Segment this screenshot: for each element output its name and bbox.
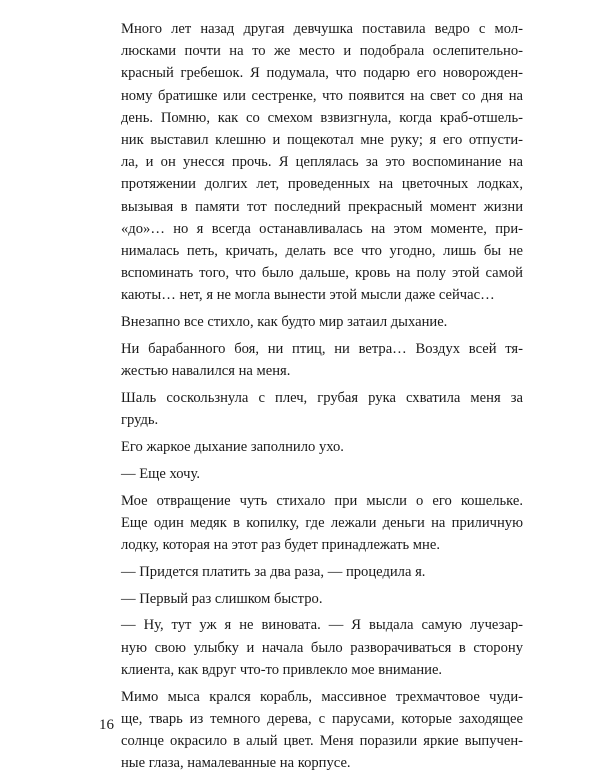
text-line: — Ну, тут уж я не виновата. — Я выдала самую лучезар- <box>121 617 523 634</box>
text-line: клиента, как вдруг что-то привлекло мое внимание. <box>121 661 443 678</box>
paragraph <box>99 18 523 307</box>
text-line: ник выставил клешню и пощекотал мне руку; я его отпусти- <box>121 132 523 149</box>
text-line: Ни барабанного боя, ни птиц, ни ветра… Воздух всей тя- <box>121 341 523 358</box>
text-line: Шаль соскользнула с плеч, грубая рука схватила меня за <box>121 390 523 407</box>
paragraph <box>99 436 523 458</box>
text-line: каюты… нет, я не могла вынести этой мысли даже сейчас… <box>121 287 495 304</box>
paragraph <box>99 490 523 557</box>
text-line: — Первый раз слишком быстро. <box>121 590 323 607</box>
text-line: ному братишке или сестренке, что появится на свет со дня на <box>121 87 523 104</box>
paragraph <box>99 588 523 610</box>
text-line: протяжении долгих лет, проведенных на цветочных лодках, <box>121 176 523 193</box>
text-line: ные глаза, намалеванные на корпусе. <box>121 755 351 772</box>
text-line: Внезапно все стихло, как будто мир затаил дыхание. <box>121 314 448 331</box>
paragraph <box>99 338 523 382</box>
text-line: день. Помню, как со смехом взвизгнула, когда краб-отшель- <box>121 109 523 126</box>
text-line: солнце окрасило в алый цвет. Меня поразили яркие выпучен- <box>121 733 523 750</box>
text-line: ла, и он унесся прочь. Я цеплялась за это воспоминание на <box>121 154 523 171</box>
text-line: Еще один медяк в копилку, где лежали деньги на приличную <box>121 514 523 531</box>
paragraph <box>99 463 523 485</box>
text-line: красный гребешок. Я подумала, что подарю его новорожден- <box>121 65 523 82</box>
text-line: ще, тварь из темного дерева, с парусами, которые заходящее <box>121 710 523 727</box>
text-line: «до»… но я всегда останавливалась на этом моменте, при- <box>121 220 523 237</box>
text-line: вспоминать того, что было дальше, кровь на полу этой самой <box>121 265 523 282</box>
text-line: Его жаркое дыхание заполнило ухо. <box>121 439 344 456</box>
paragraph <box>99 614 523 681</box>
text-line: — Придется платить за два раза, — процедила я. <box>121 563 426 580</box>
paragraph <box>99 561 523 583</box>
page-number: 16 <box>99 717 114 733</box>
body-text <box>99 18 523 779</box>
text-line: вызывая в памяти тот последний прекрасный момент жизни <box>121 198 523 215</box>
text-line: люсками почти на то же место и подобрала ослепительно- <box>121 43 523 60</box>
text-line: Мое отвращение чуть стихало при мысли о его кошельке. <box>121 492 523 509</box>
text-line: Много лет назад другая девчушка поставила ведро с мол- <box>121 21 523 37</box>
paragraph <box>99 311 523 333</box>
text-line: Мимо мыса крался корабль, массивное трехмачтовое чуди- <box>121 688 523 705</box>
text-line: — Еще хочу. <box>121 465 201 482</box>
text-line: нималась петь, кричать, делать все что угодно, лишь бы не <box>121 243 523 260</box>
paragraph <box>99 686 523 775</box>
text-line: лодку, которая на этот раз будет принадлежать мне. <box>121 537 440 554</box>
text-line: ную свою улыбку и начала было разворачиваться в сторону <box>121 639 523 656</box>
text-line: грудь. <box>121 412 159 429</box>
paragraph <box>99 387 523 431</box>
text-line: жестью навалился на меня. <box>121 363 291 380</box>
